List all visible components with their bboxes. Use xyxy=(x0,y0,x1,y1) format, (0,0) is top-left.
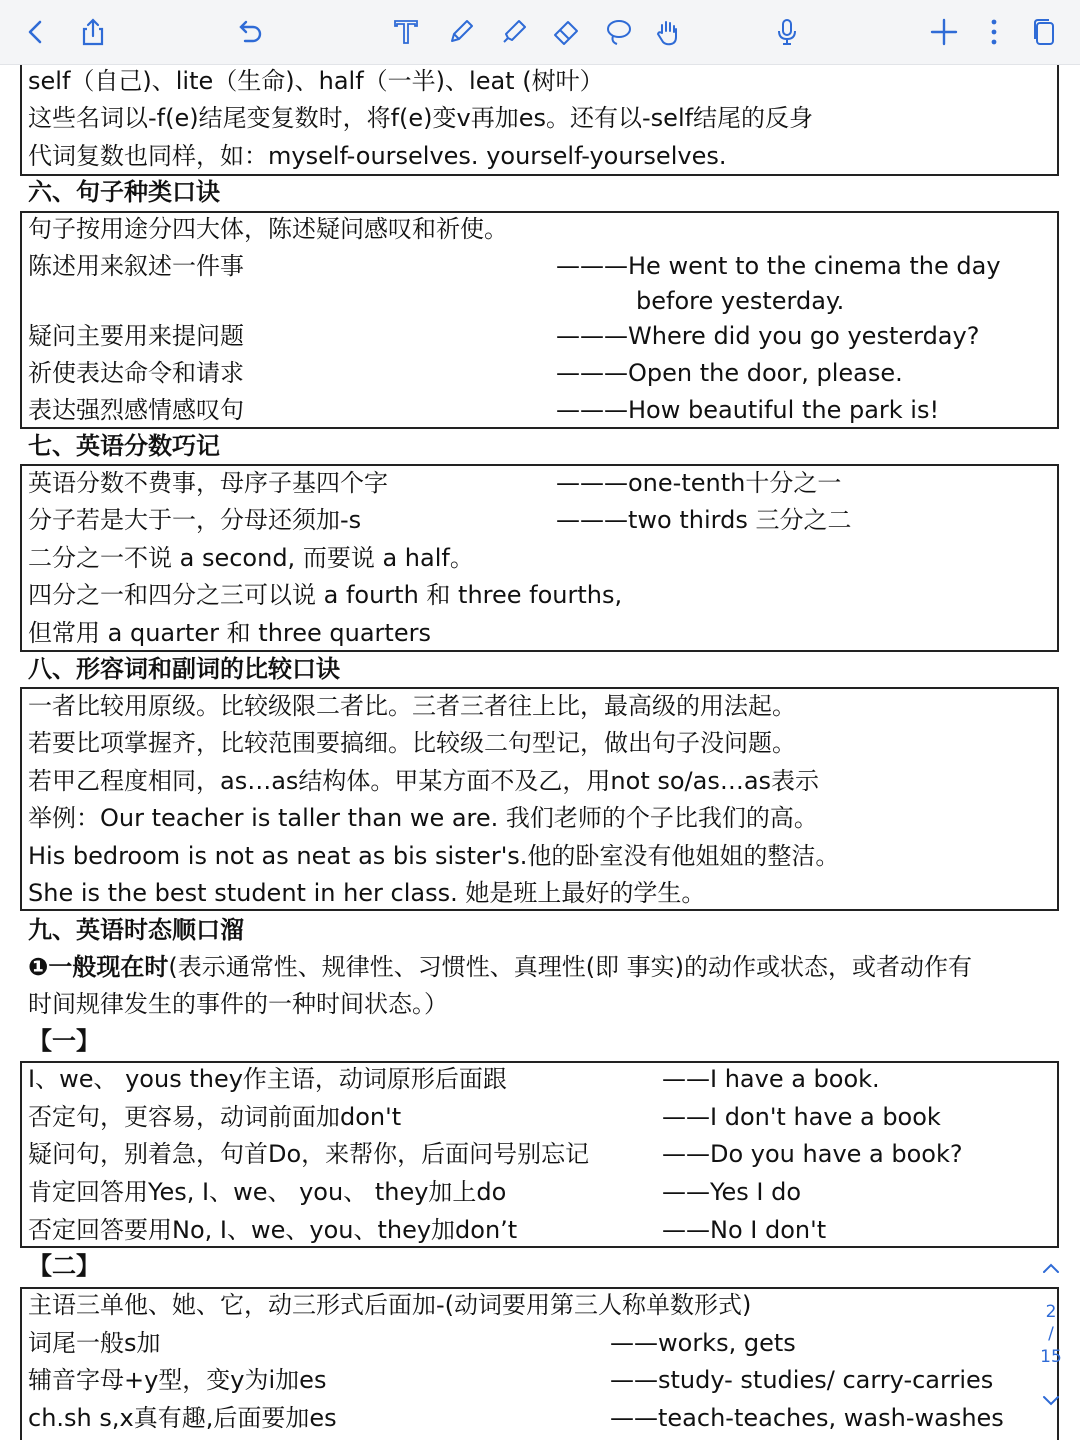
sentence-types-intro: 句子按用途分四大体，陈述疑问感叹和祈使。 xyxy=(28,215,508,243)
eraser-icon[interactable] xyxy=(548,14,584,50)
fraction-rule-1: 英语分数不费事，母序子基四个字 xyxy=(28,469,388,497)
imperative-rule: 祈使表达命令和请求 xyxy=(28,359,244,387)
comparison-line-6: She is the best student in her class. 她是班上最好的学生。 xyxy=(28,879,706,907)
text-tool-icon[interactable] xyxy=(388,14,424,50)
plural-rule-line-3: 代词复数也同样，如：myself-ourselves. yourself-yourselves. xyxy=(28,142,727,170)
part-2-example: ——works, gets xyxy=(610,1329,796,1357)
page-down-button[interactable] xyxy=(1040,1393,1062,1413)
part-1-rule: 否定回答要用No, I、we、you、they加don’t xyxy=(28,1216,518,1244)
fraction-example-2: ———two thirds 三分之二 xyxy=(556,506,852,534)
part-1-rule: 否定句，更容易，动词前面加don't xyxy=(28,1103,402,1131)
part-2-label: 【二】 xyxy=(28,1252,100,1280)
back-icon[interactable] xyxy=(18,14,54,50)
part-2-rule: ch.sh s,x真有趣,后面要加es xyxy=(28,1404,337,1432)
exclamatory-rule: 表达强烈感情感叹句 xyxy=(28,396,244,424)
page-up-button[interactable] xyxy=(1040,1260,1062,1280)
present-simple-desc: (表示通常性、规律性、习惯性、真理性(即 事实)的动作或状态，或者动作有 xyxy=(168,953,973,981)
hand-icon[interactable] xyxy=(650,14,686,50)
fraction-example-1: ———one-tenth十分之一 xyxy=(556,469,842,497)
current-page-number: 2 xyxy=(1045,1302,1057,1322)
part-2-example: ——teach-teaches, wash-washes xyxy=(610,1404,1004,1432)
imperative-example: ———Open the door, please. xyxy=(556,359,903,387)
fraction-rule-5: 但常用 a quarter 和 three quarters xyxy=(28,619,431,647)
exclamatory-example: ———How beautiful the park is! xyxy=(556,396,940,424)
part-2-rule: 词尾一般s加 xyxy=(28,1329,161,1357)
add-icon[interactable] xyxy=(926,14,962,50)
interrogative-rule: 疑问主要用来提问题 xyxy=(28,322,244,350)
pen-icon[interactable] xyxy=(443,14,479,50)
part-2-rule: 辅音字母+y型，变y为i加es xyxy=(28,1366,327,1394)
comparison-line-4: 举例：Our teacher is taller than we are. 我们老师的个子比我们的高。 xyxy=(28,804,818,832)
fraction-rule-4: 四分之一和四分之三可以说 a fourth 和 three fourths, xyxy=(28,581,623,609)
chevron-down-icon xyxy=(1041,1394,1061,1408)
fraction-rule-3: 二分之一不说 a second, 而要说 a half。 xyxy=(28,544,474,572)
pages-icon[interactable] xyxy=(1026,14,1062,50)
part-1-example: ——I don't have a book xyxy=(662,1103,941,1131)
interrogative-example: ———Where did you go yesterday? xyxy=(556,322,980,350)
declarative-example-cont: before yesterday. xyxy=(636,287,845,315)
section-6-heading: 六、句子种类口诀 xyxy=(28,178,220,206)
top-toolbar xyxy=(0,0,1080,65)
part-2-rule-intro: 主语三单他、她、它，动三形式后面加-(动词要用第三人称单数形式) xyxy=(28,1291,752,1319)
present-simple-intro xyxy=(28,952,972,982)
part-1-rule: 疑问句，别着急，句首Do，来帮你，后面问号别忘记 xyxy=(28,1140,590,1168)
fraction-rule-2: 分子若是大于一，分母还须加-s xyxy=(28,506,362,534)
section-8-heading: 八、形容词和副词的比较口诀 xyxy=(28,655,340,683)
section-7-heading: 七、英语分数巧记 xyxy=(28,432,220,460)
lasso-icon[interactable] xyxy=(600,14,636,50)
section-9-heading: 九、英语时态顺口溜 xyxy=(28,916,244,944)
comparison-line-5: His bedroom is not as neat as bis sister's.他的卧室没有他姐姐的整洁。 xyxy=(28,842,840,870)
document-page xyxy=(0,65,1080,1440)
comparison-line-2: 若要比项掌握齐，比较范围要搞细。比较级二句型记，做出句子没问题。 xyxy=(28,729,796,757)
undo-icon[interactable] xyxy=(232,14,268,50)
plural-rule-line-1: self（自己)、lite（生命)、half（一半)、leat (树叶） xyxy=(28,67,604,95)
share-icon[interactable] xyxy=(75,14,111,50)
part-1-example: ——Do you have a book? xyxy=(662,1140,963,1168)
present-simple-intro-cont: 时间规律发生的事件的一种时间状态。） xyxy=(28,990,448,1018)
page-separator: / xyxy=(1048,1324,1054,1344)
declarative-rule: 陈述用来叙述一件事 xyxy=(28,252,244,280)
part-1-example: ——Yes I do xyxy=(662,1178,801,1206)
part-2-example: ——study- studies/ carry-carries xyxy=(610,1366,994,1394)
part-1-example: ——I have a book. xyxy=(662,1065,880,1093)
present-simple-label: ❶一般现在时 xyxy=(28,953,169,981)
comparison-line-3: 若甲乙程度相同，as…as结构体。甲某方面不及乙，用not so/as…as表示 xyxy=(28,767,820,795)
part-1-example: ——No I don't xyxy=(662,1216,827,1244)
plural-rule-line-2: 这些名词以-f(e)结尾变复数时，将f(e)变v再加es。还有以-self结尾的反身 xyxy=(28,104,814,132)
part-1-rule: 肯定回答用Yes, I、we、 you、 they加上do xyxy=(28,1178,507,1206)
microphone-icon[interactable] xyxy=(769,14,805,50)
part-1-rule: I、we、 yous they作主语，动词原形后面跟 xyxy=(28,1065,507,1093)
total-pages: 15 xyxy=(1040,1347,1062,1367)
more-icon[interactable] xyxy=(976,14,1012,50)
comparison-line-1: 一者比较用原级。比较级限二者比。三者三者往上比，最高级的用法起。 xyxy=(28,692,796,720)
chevron-up-icon xyxy=(1041,1261,1061,1275)
highlighter-icon[interactable] xyxy=(496,14,532,50)
declarative-example: ———He went to the cinema the day xyxy=(556,252,1001,280)
part-1-label: 【一】 xyxy=(28,1027,100,1055)
